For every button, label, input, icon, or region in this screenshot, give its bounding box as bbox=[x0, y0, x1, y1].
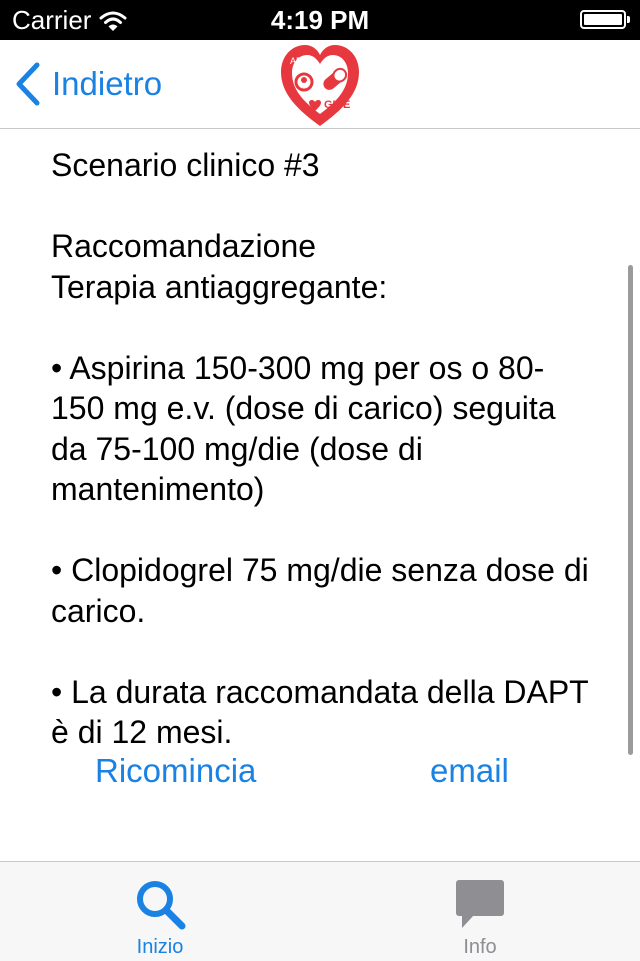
svg-text:GISE: GISE bbox=[324, 99, 351, 111]
carrier-label: Carrier bbox=[12, 5, 92, 35]
scroll-indicator[interactable] bbox=[628, 265, 633, 755]
status-bar bbox=[0, 0, 640, 40]
clock: 4:19 PM bbox=[270, 5, 370, 35]
restart-button[interactable]: Ricomincia bbox=[95, 752, 257, 789]
tab-info-label: Info bbox=[463, 936, 497, 958]
svg-text:AEA: AEA bbox=[290, 56, 309, 66]
back-button-label: Indietro bbox=[52, 65, 163, 102]
battery-icon bbox=[580, 10, 626, 29]
navigation-bar bbox=[0, 40, 640, 129]
tab-inizio[interactable] bbox=[0, 862, 320, 961]
recommendation-text: Scenario clinico #3 Raccomandazione Terapia antiaggregante: • Aspirina 150-300 mg per os o 80-150 mg e.v. (dose di carico) seguita da 75-100 mg/die (dose di mantenimento) • Clopidogrel 75 mg/die senza dose di carico. • La durata raccomandata della DAPT è di 12 mesi. bbox=[51, 147, 589, 750]
back-button[interactable] bbox=[14, 60, 162, 108]
tab-inizio-label: Inizio bbox=[136, 936, 184, 958]
email-button[interactable]: email bbox=[430, 752, 509, 789]
tab-bar bbox=[0, 861, 640, 961]
chat-bubble-icon bbox=[452, 876, 508, 932]
tab-info[interactable] bbox=[320, 862, 640, 961]
search-icon bbox=[132, 876, 188, 932]
app-logo bbox=[278, 42, 362, 128]
content-scroll-area[interactable] bbox=[0, 129, 640, 750]
chevron-left-icon bbox=[14, 62, 42, 106]
